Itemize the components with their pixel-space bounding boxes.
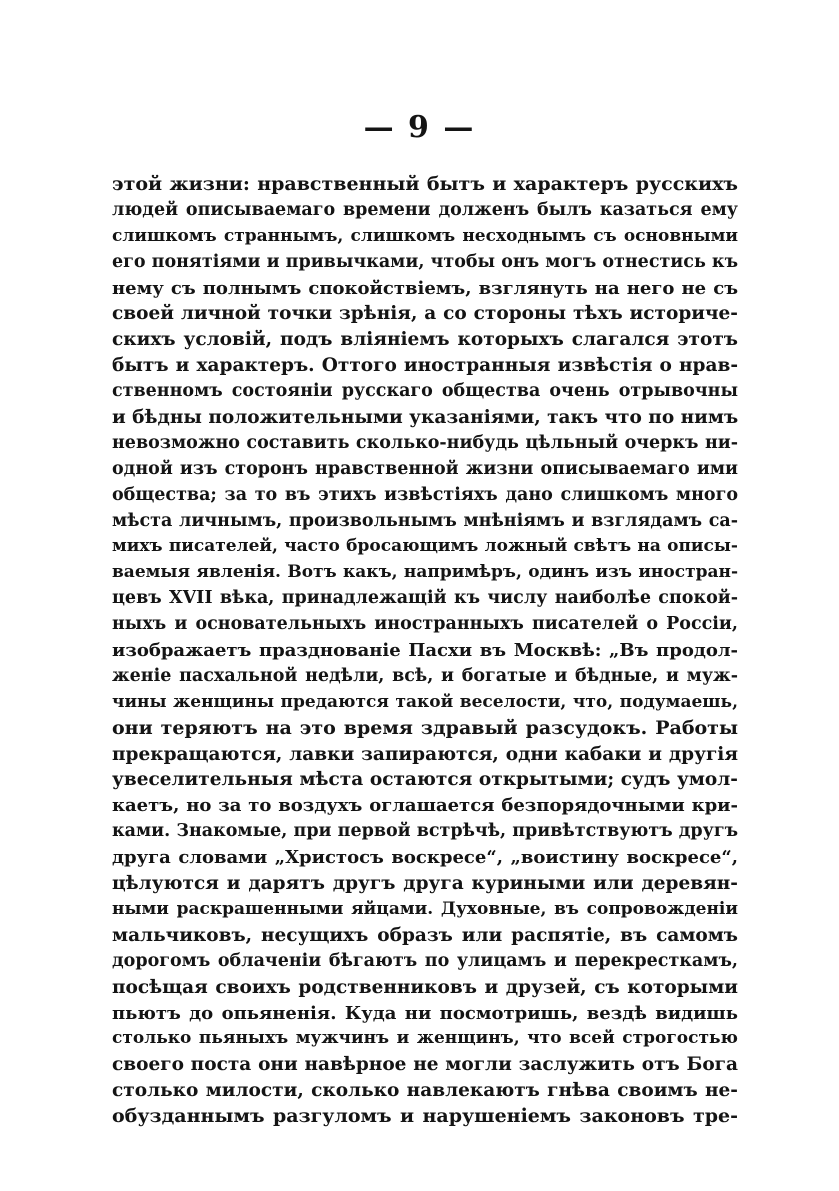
text-line: и бѣдны положительными указаніями, такъ что по нимъ [112, 407, 738, 429]
text-line: мальчиковъ, несущихъ образъ или распятіе, въ самомъ [112, 924, 738, 946]
text-line: изображаетъ празднованіе Пасхи въ Москвѣ: „Въ продол- [112, 640, 738, 662]
text-line: ками. Знакомые, при первой встрѣчѣ, привѣтствуютъ другъ [112, 821, 738, 842]
text-line: скихъ условій, подъ вліяніемъ которыхъ слагался этотъ [112, 329, 738, 351]
text-line: своей личной точки зрѣнія, а со стороны тѣхъ историче- [112, 303, 738, 325]
text-line: михъ писателей, часто бросающимъ ложный свѣтъ на описы- [112, 536, 738, 557]
text-line: своего поста они навѣрное не могли заслужить отъ Бога [112, 1054, 738, 1076]
body-text [112, 172, 738, 1130]
text-line: ваемыя явленія. Вотъ какъ, напримѣръ, одинъ изъ иностран- [112, 562, 738, 583]
text-line: бытъ и характеръ. Оттого иностранныя извѣстія о нрав- [112, 355, 738, 377]
text-line: мѣста личнымъ, произвольнымъ мнѣніямъ и взглядамъ са- [112, 510, 738, 531]
text-line: пьютъ до опьяненія. Куда ни посмотришь, вездѣ видишь [112, 1002, 738, 1024]
text-line: цѣлуются и дарятъ другъ друга куриными или деревян- [112, 873, 738, 895]
text-line: его понятіями и привычками, чтобы онъ могъ отнестись къ [112, 251, 738, 272]
text-line: ныхъ и основательныхъ иностранныхъ писателей о Россіи, [112, 614, 738, 635]
text-line: чины женщины предаются такой веселости, что, подумаешь, [112, 691, 738, 712]
text-line: общества; за то въ этихъ извѣстіяхъ дано слишкомъ много [112, 484, 738, 505]
text-line: этой жизни: нравственный бытъ и характеръ русскихъ [112, 173, 738, 195]
text-line: друга словами „Христосъ воскресе“, „воистину воскресе“, [112, 847, 738, 869]
text-line: увеселительныя мѣста остаются открытыми; судъ умол- [112, 769, 738, 791]
text-line: ными раскрашенными яйцами. Духовные, въ сопровожденіи [112, 898, 738, 919]
text-line: слишкомъ страннымъ, слишкомъ несходнымъ съ основными [112, 225, 738, 246]
text-line: они теряютъ на это время здравый разсудокъ. Работы [112, 716, 738, 739]
text-line: невозможно составить сколько-нибудь цѣльный очеркъ ни- [112, 432, 738, 453]
text-line: столько пьяныхъ мужчинъ и женщинъ, что всей строгостью [112, 1028, 738, 1049]
text-line: дорогомъ облаченіи бѣгаютъ по улицамъ и перекресткамъ, [112, 950, 738, 971]
text-line: прекращаются, лавки запираются, одни кабаки и другія [112, 743, 738, 765]
text-line: цевъ XVII вѣка, принадлежащій къ числу наиболѣе спокой- [112, 588, 738, 609]
text-line: людей описываемаго времени долженъ былъ казаться ему [112, 199, 738, 220]
page-number: — 9 — [363, 110, 476, 145]
text-line: нему съ полнымъ спокойствіемъ, взглянуть на него не съ [112, 277, 738, 299]
text-line: посѣщая своихъ родственниковъ и друзей, съ которыми [112, 976, 738, 998]
text-line: женіе пасхальной недѣли, всѣ, и богатые и бѣдные, и муж- [112, 665, 738, 686]
text-line: столько милости, сколько навлекаютъ гнѣва своимъ не- [112, 1080, 738, 1102]
text-line: каетъ, но за то воздухъ оглашается безпорядочными кри- [112, 795, 738, 817]
text-line: обузданнымъ разгуломъ и нарушеніемъ законовъ тре- [112, 1105, 738, 1128]
text-line: ственномъ состояніи русскаго общества очень отрывочны [112, 381, 738, 402]
text-line: одной изъ сторонъ нравственной жизни описываемаго ими [112, 458, 738, 479]
